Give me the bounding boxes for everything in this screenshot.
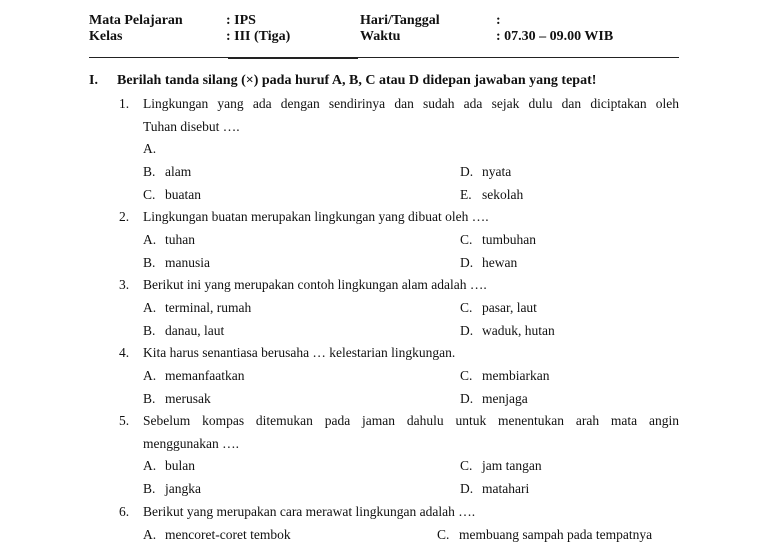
- question-1-option-a: A.: [143, 141, 157, 156]
- subject-label: Mata Pelajaran: [89, 13, 183, 28]
- class-value: : III (Tiga): [226, 29, 291, 44]
- question-3-option-b: B. danau, laut: [143, 323, 225, 338]
- question-2-option-c: C. tumbuhan: [460, 232, 536, 247]
- question-6-number: 6.: [119, 504, 130, 519]
- question-5-text-line-2: menggunakan ….: [143, 436, 239, 451]
- question-6-option-c: C. membuang sampah pada tempatnya: [437, 527, 653, 542]
- question-6-text: Berikut yang merupakan cara merawat lingkungan adalah ….: [143, 504, 476, 519]
- question-2-number: 2.: [119, 209, 130, 224]
- question-3-text: Berikut ini yang merupakan contoh lingkungan alam adalah ….: [143, 277, 487, 292]
- question-3-option-a: A. terminal, rumah: [143, 300, 252, 315]
- question-5-option-a: A. bulan: [143, 458, 195, 473]
- question-4-option-a: A. memanfaatkan: [143, 368, 245, 383]
- question-5-number: 5.: [119, 413, 130, 428]
- question-1-text-line-1: Lingkungan yang ada dengan sendirinya dan sudah ada sejak dulu dan diciptakan oleh: [143, 96, 679, 111]
- question-2-option-b: B. manusia: [143, 255, 210, 270]
- day-date-label: Hari/Tanggal: [360, 13, 440, 28]
- question-3-option-d: D. waduk, hutan: [460, 323, 555, 338]
- question-5-text-line-1: Sebelum kompas ditemukan pada jaman dahulu untuk menentukan arah mata angin: [143, 413, 679, 428]
- question-4-text: Kita harus senantiasa berusaha … kelestarian lingkungan.: [143, 345, 456, 360]
- question-4-option-b: B. merusak: [143, 391, 211, 406]
- question-2-option-a: A. tuhan: [143, 232, 195, 247]
- question-2-option-d: D. hewan: [460, 255, 518, 270]
- time-value: : 07.30 – 09.00 WIB: [496, 29, 614, 44]
- question-5-option-b: B. jangka: [143, 481, 201, 496]
- question-1-option-e: E. sekolah: [460, 187, 524, 202]
- question-1-text-line-2: Tuhan disebut ….: [143, 119, 240, 134]
- question-5-option-c: C. jam tangan: [460, 458, 542, 473]
- question-3-number: 3.: [119, 277, 130, 292]
- day-date-value: :: [496, 13, 501, 28]
- question-1-option-c: C. buatan: [143, 187, 201, 202]
- question-1-option-d: D. nyata: [460, 164, 512, 179]
- question-4-option-d: D. menjaga: [460, 391, 528, 406]
- subject-value: : IPS: [226, 13, 256, 28]
- header-underline-mid: [228, 58, 358, 59]
- question-5-option-d: D. matahari: [460, 481, 530, 496]
- question-6-option-a: A. mencoret-coret tembok: [143, 527, 291, 542]
- time-label: Waktu: [360, 29, 401, 44]
- question-4-option-c: C. membiarkan: [460, 368, 550, 383]
- question-1-option-b: B. alam: [143, 164, 192, 179]
- section-instruction: Berilah tanda silang (×) pada huruf A, B, C atau D didepan jawaban yang tepat!: [117, 73, 597, 88]
- header-divider: [89, 57, 679, 58]
- question-4-number: 4.: [119, 345, 130, 360]
- question-1-number: 1.: [119, 96, 130, 111]
- question-2-text: Lingkungan buatan merupakan lingkungan yang dibuat oleh ….: [143, 209, 489, 224]
- question-3-option-c: C. pasar, laut: [460, 300, 537, 315]
- section-number: I.: [89, 73, 98, 88]
- class-label: Kelas: [89, 29, 123, 44]
